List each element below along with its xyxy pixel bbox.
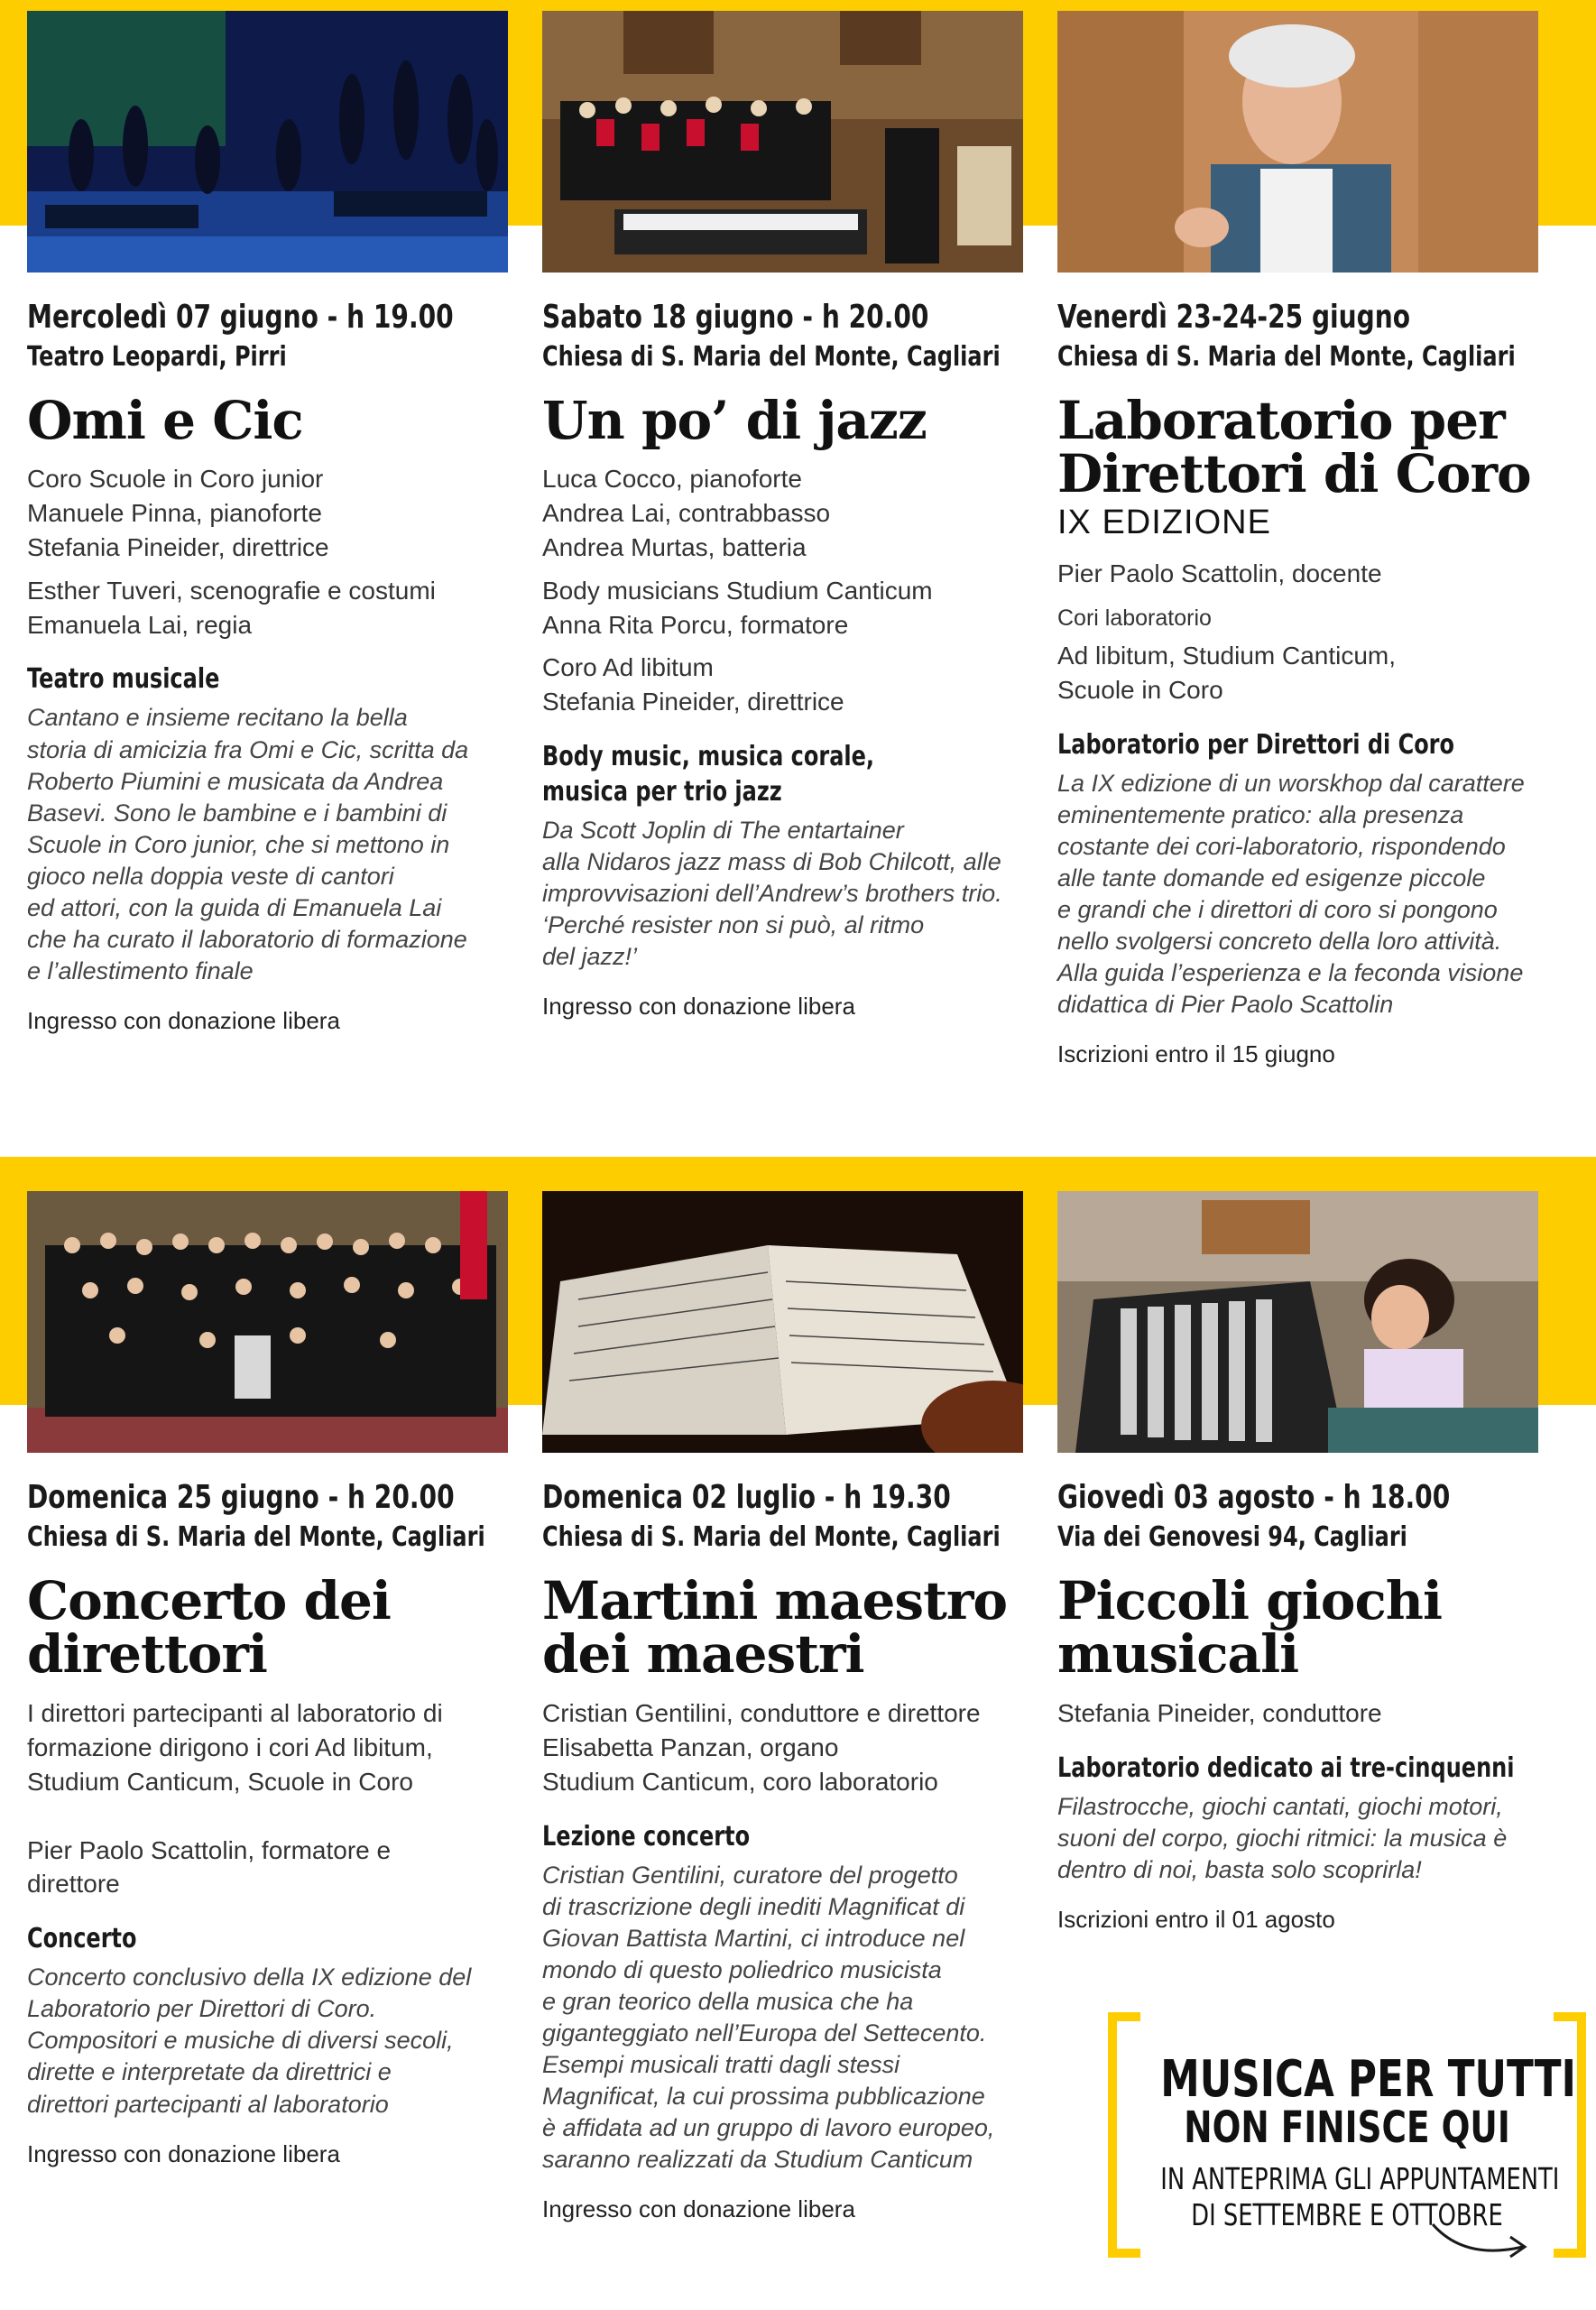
event-description: Cantano e insieme recitano la bella storia di amicizia fra Omi e Cic, scritta da Roberto Piumini e musicata da Andrea Basevi. Sono le bambine e i bambini di Scuole in Coro junior, che si mettono in gioco nella doppia veste di cantori ed attori, con la guida di Emanuela Lai che ha curato il laboratorio di formazione e l’allestimento finale <box>27 704 469 985</box>
event-genre: Laboratorio per Direttori di Coro <box>1057 728 1455 761</box>
promo-subheadline: NON FINISCE QUI <box>1184 2102 1510 2153</box>
event-omi-e-cic <box>27 298 514 1035</box>
promo-bracket-left <box>1108 2012 1140 2258</box>
event-credits-secondary: Pier Paolo Scattolin, formatore e direttore <box>27 1835 392 1899</box>
event-credits: Pier Paolo Scattolin, docente <box>1057 559 1382 588</box>
event-date: Sabato 18 giugno - h 20.00 <box>542 299 929 336</box>
promo-box <box>1108 2012 1586 2265</box>
event-date: Venerdì 23-24-25 giugno <box>1057 299 1411 336</box>
curved-arrow-icon <box>1424 2206 1541 2269</box>
event-title: Laboratorio per Direttori di Coro <box>1057 389 1531 505</box>
event-description: Cristian Gentilini, curatore del progetto di trascrizione degli inediti Magnificat di Giovan Battista Martini, ci introduce nel mondo di questo poliedrico musicista e gran teorico della musica che ha giganteggiato nell’Europa del Settecento. Esempi musicali tratti dagli stessi Magnificat, la cui prossima pubblicazione è affidata ad un gruppo di lavoro europeo, saranno realizzati da Studium Canticum <box>542 1861 995 2174</box>
sheet-music-photo <box>542 1191 1023 1453</box>
choir-applause-photo <box>27 1191 508 1453</box>
event-title: Un po’ di jazz <box>542 389 927 451</box>
event-admission-note: Ingresso con donazione libera <box>27 1007 340 1035</box>
event-title: Omi e Cic <box>27 389 303 451</box>
event-credits: Cristian Gentilini, conduttore e direttore Elisabetta Panzan, organo Studium Canticum, coro laboratorio <box>542 1699 981 1796</box>
promo-bracket-right <box>1554 2012 1586 2258</box>
event-credits-secondary: Ad libitum, Studium Canticum, Scuole in Coro <box>1057 641 1397 704</box>
promo-headline: MUSICA PER TUTTI <box>1160 2050 1576 2109</box>
event-description: Da Scott Joplin di The entartainer alla Nidaros jazz mass di Bob Chilcott, alle improvvisazioni dell’Andrew’s brothers trio. ‘Perché resister non si può, al ritmo del jazz!’ <box>542 817 1002 971</box>
event-credits: Coro Scuole in Coro junior Manuele Pinna, pianoforte Stefania Pineider, direttrice <box>27 465 329 562</box>
event-admission-note: Ingresso con donazione libera <box>542 2195 855 2223</box>
event-genre: Lezione concerto <box>542 1820 751 1853</box>
event-venue: Chiesa di S. Maria del Monte, Cagliari <box>27 1521 485 1554</box>
event-genre: Body music, musica corale, musica per trio jazz <box>542 741 875 808</box>
event-genre: Concerto <box>27 1923 137 1955</box>
event-credits: Stefania Pineider, conduttore <box>1057 1699 1382 1728</box>
event-registration-note: Iscrizioni entro il 15 giugno <box>1057 1040 1335 1068</box>
event-admission-note: Ingresso con donazione libera <box>542 993 855 1021</box>
teacher-portrait-photo <box>1057 11 1538 273</box>
event-description: La IX edizione di un worskhop dal carattere eminentemente pratico: alla presenza costante dei cori-laboratorio, rispondendo alle tante domande ed esigenze piccole e grandi che i direttori di coro si pongono nello svolgersi concreto della loro attività. Alla guida l’esperienza e la feconda visione didattica di Pier Paolo Scattolin <box>1057 769 1525 1019</box>
event-edition: IX EDIZIONE <box>1057 504 1271 542</box>
event-martini-maestro <box>542 1478 1029 2223</box>
event-credits: I direttori partecipanti al laboratorio di formazione dirigono i cori Ad libitum, Studium Canticum, Scuole in Coro <box>27 1699 443 1796</box>
event-date: Domenica 02 luglio - h 19.30 <box>542 1479 951 1516</box>
event-admission-note: Ingresso con donazione libera <box>27 2139 340 2167</box>
event-choirs-label: Cori laboratorio <box>1057 605 1212 631</box>
event-venue: Teatro Leopardi, Pirri <box>27 341 287 374</box>
event-piccoli-giochi <box>1057 1478 1545 1934</box>
event-venue: Chiesa di S. Maria del Monte, Cagliari <box>542 341 1001 374</box>
choir-church-photo <box>542 11 1023 273</box>
event-venue: Chiesa di S. Maria del Monte, Cagliari <box>542 1521 1001 1554</box>
event-date: Domenica 25 giugno - h 20.00 <box>27 1479 455 1516</box>
event-date: Giovedì 03 agosto - h 18.00 <box>1057 1479 1451 1516</box>
promo-line-3: IN ANTEPRIMA GLI APPUNTAMENTI <box>1160 2161 1560 2196</box>
dance-performance-photo <box>27 11 508 273</box>
event-registration-note: Iscrizioni entro il 01 agosto <box>1057 1906 1335 1934</box>
event-credits-secondary: Esther Tuveri, scenografie e costumi Emanuela Lai, regia <box>27 576 436 639</box>
event-date: Mercoledì 07 giugno - h 19.00 <box>27 299 454 336</box>
event-title: Concerto dei direttori <box>27 1569 391 1686</box>
promo-line-4: DI SETTEMBRE E OTTOBRE <box>1191 2197 1503 2232</box>
event-description: Concerto conclusivo della IX edizione del Laboratorio per Direttori di Coro. Compositori e musiche di diversi secoli, dirette e interpretate da direttrici e direttori partecipanti al laboratorio <box>27 1964 472 2118</box>
event-credits: Luca Cocco, pianoforte Andrea Lai, contrabbasso Andrea Murtas, batteria Body musicians Studium Canticum Anna Rita Porcu, formatore <box>542 465 933 639</box>
event-concerto-dei-direttori <box>27 1478 514 2168</box>
event-venue: Via dei Genovesi 94, Cagliari <box>1057 1521 1407 1554</box>
event-genre: Teatro musicale <box>27 663 220 696</box>
event-laboratorio-direttori <box>1057 298 1545 1068</box>
event-title: Piccoli giochi musicali <box>1057 1569 1443 1686</box>
event-credits-secondary: Coro Ad libitum Stefania Pineider, direttrice <box>542 653 844 716</box>
event-venue: Chiesa di S. Maria del Monte, Cagliari <box>1057 341 1516 374</box>
event-genre: Laboratorio dedicato ai tre-cinquenni <box>1057 1751 1515 1784</box>
event-description: Filastrocche, giochi cantati, giochi motori, suoni del corpo, giochi ritmici: la musica è dentro di noi, basta solo scoprirla! <box>1057 1792 1508 1884</box>
event-title: Martini maestro dei maestri <box>542 1569 1008 1686</box>
event-un-po-di-jazz <box>542 298 1029 1021</box>
child-xylophone-photo <box>1057 1191 1538 1453</box>
